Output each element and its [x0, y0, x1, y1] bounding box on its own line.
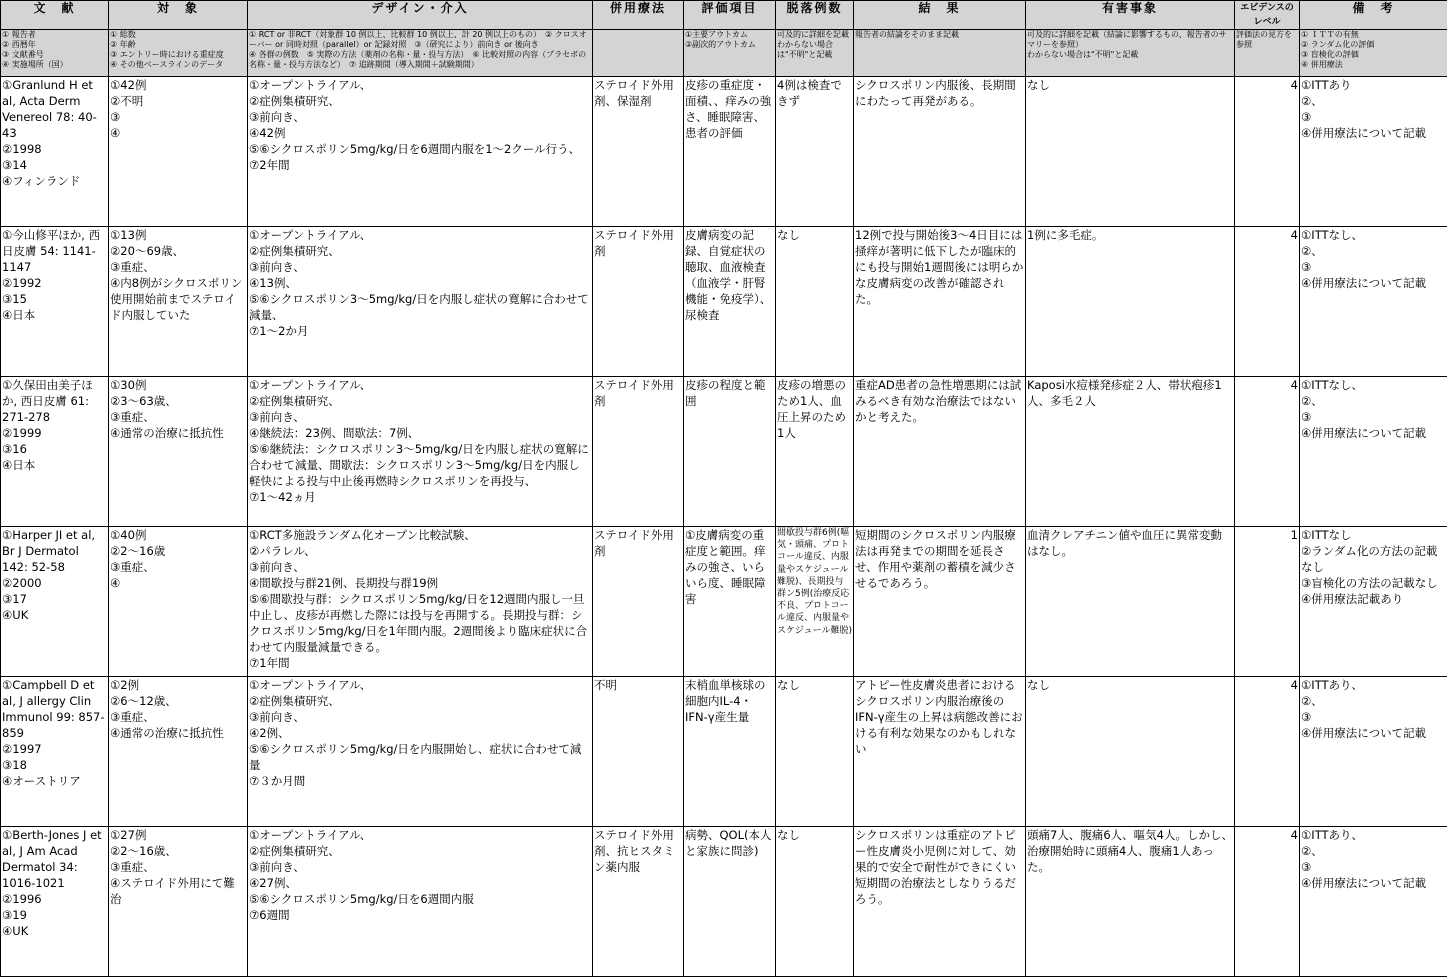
col-header-design: デザイン・介入 [248, 1, 593, 30]
table-row [1, 677, 1447, 827]
header-subtitle-row [1, 30, 1447, 77]
cell-dropouts: なし [776, 677, 854, 827]
col-sub-result: 報告者の結論をそのまま記載 [854, 30, 1026, 77]
cell-remarks: ①ITTなし ②ランダム化の方法の記載なし ③盲検化の方法の記載なし ④併用療法記載あり [1300, 527, 1447, 677]
col-sub-adverse: 可及的に詳細を記載（結論に影響するもの、報告者のサマリーを参照） わからない場合は"不明"と記載 [1026, 30, 1235, 77]
cell-evaluation: 皮膚病変の記録、自覚症状の聴取、血液検査（血液学・肝腎機能・免疫学）、尿検査 [684, 227, 776, 377]
col-sub-subjects: ① 総数 ② 年齢 ③ エントリー時における重症度 ④ その他ベースラインのデータ [109, 30, 248, 77]
col-header-reference: 文 献 [1, 1, 109, 30]
cell-concomitant: ステロイド外用剤 [593, 527, 684, 677]
cell-subjects: ①42例 ②不明 ③ ④ [109, 77, 248, 227]
cell-design: ①オープントライアル、 ②症例集積研究、 ③前向き、 ④27例、 ⑤⑥シクロスポリン5mg/kg/日を6週間内服 ⑦6週間 [248, 827, 593, 977]
cell-evaluation: ①皮膚病変の重症度と範囲。痒みの強さ、いらいら度、睡眠障害 [684, 527, 776, 677]
cell-evaluation: 末梢血単核球の細胞内IL-4・IFN-γ産生量 [684, 677, 776, 827]
cell-adverse: 1例に多毛症。 [1026, 227, 1235, 377]
col-sub-design: ① RCT or 非RCT（対象群 10 例以上、比較群 10 例以上、計 20 例以上のもの） ② クロスオーバー or 同時対照（parallel）or 記録対照 ③（研究により）前向き or 後向き ④ 各群の例数 ⑤ 実際の方法（薬剤の名称・量・投与方法） ⑥ 比較対照の内容（プラセボの名称・量・投与方法など） ⑦ 追跡期間（導入期間＋試験期間） [248, 30, 593, 77]
cell-result: 重症AD患者の急性増悪期には試みるべき有効な治療法ではないかと考えた。 [854, 377, 1026, 527]
cell-remarks: ①ITTなし、 ②、 ③ ④併用療法について記載 [1300, 377, 1447, 527]
header-title-row [1, 1, 1447, 30]
cell-result: シクロスポリンは重症のアトピー性皮膚炎小児例に対して、効果的で安全で耐性ができにくい短期間の治療法としなりうるだろう。 [854, 827, 1026, 977]
cell-subjects: ①13例 ②20～69歳、 ③重症、 ④内8例がシクロスポリン使用開始前までステロイド内服していた [109, 227, 248, 377]
cell-remarks: ①ITTなし、 ②、 ③ ④併用療法について記載 [1300, 227, 1447, 377]
cell-evaluation: 病勢、QOL(本人と家族に問診) [684, 827, 776, 977]
cell-reference: ①Berth-Jones J et al, J Am Acad Dermatol 34: 1016-1021 ②1996 ③19 ④UK [1, 827, 109, 977]
cell-design: ①オープントライアル、 ②症例集積研究、 ③前向き、 ④13例、 ⑤⑥シクロスポリン3～5mg/kg/日を内服し症状の寛解に合わせて減量、 ⑦1～2か月 [248, 227, 593, 377]
cell-level: 4 [1235, 677, 1300, 827]
cell-adverse: 血清クレアチニン値や血圧に異常変動はなし。 [1026, 527, 1235, 677]
col-header-level: エビデンスのレベル [1235, 1, 1300, 30]
cell-concomitant: ステロイド外用剤 [593, 377, 684, 527]
cell-evaluation: 皮疹の程度と範囲 [684, 377, 776, 527]
cell-remarks: ①ITTあり、 ②、 ③ ④併用療法について記載 [1300, 827, 1447, 977]
cell-result: 12例で投与開始後3～4日目には掻痒が著明に低下したが臨床的にも投与開始1週間後には明らかな皮膚病変の改善が確認された。 [854, 227, 1026, 377]
cell-level: 4 [1235, 377, 1300, 527]
cell-remarks: ①ITTあり、 ②、 ③ ④併用療法について記載 [1300, 677, 1447, 827]
cell-adverse: なし [1026, 677, 1235, 827]
cell-concomitant: ステロイド外用剤、抗ヒスタミン薬内服 [593, 827, 684, 977]
col-header-result: 結 果 [854, 1, 1026, 30]
table-row [1, 377, 1447, 527]
col-sub-evaluation: ①主要アウトカム ②副次的アウトカム [684, 30, 776, 77]
cell-adverse: なし [1026, 77, 1235, 227]
cell-concomitant: ステロイド外用剤、保湿剤 [593, 77, 684, 227]
cell-design: ①RCT多施設ランダム化オープン比較試験、 ②パラレル、 ③前向き、 ④間歇投与群21例、長期投与群19例 ⑤⑥間歇投与群：シクロスポリン5mg/kg/日を12週間内服し一旦中止し、皮疹が再燃した際には投与を再開する。長期投与群：シクロスポリン5mg/kg/日を1年間内服。2週間後より臨床症状に合わせて内服量減量できる。 ⑦1年間 [248, 527, 593, 677]
cell-dropouts: なし [776, 227, 854, 377]
cell-dropouts: 皮疹の増悪のため1人、血圧上昇のため1人 [776, 377, 854, 527]
cell-result: 短期間のシクロスポリン内服療法は再発までの期間を延長させ、作用や薬剤の蓄積を減少させるであろう。 [854, 527, 1026, 677]
cell-design: ①オープントライアル、 ②症例集積研究、 ③前向き、 ④継続法：23例、間歇法：7例、 ⑤⑥継続法：シクロスポリン3～5mg/kg/日を内服し症状の寛解に合わせて減量、間歇法：シクロスポリン3～5mg/kg/日を内服し軽快による投与中止後再燃時シクロスポリンを再投与、 ⑦1～42ヵ月 [248, 377, 593, 527]
table-row [1, 227, 1447, 377]
cell-subjects: ①2例 ②6～12歳、 ③重症、 ④通常の治療に抵抗性 [109, 677, 248, 827]
table-row [1, 527, 1447, 677]
cell-remarks: ①ITTあり ②、 ③ ④併用療法について記載 [1300, 77, 1447, 227]
col-header-concomitant: 併用療法 [593, 1, 684, 30]
col-sub-concomitant [593, 30, 684, 77]
cell-dropouts: 4例は検査できず [776, 77, 854, 227]
cell-level: 4 [1235, 827, 1300, 977]
cell-design: ①オープントライアル、 ②症例集積研究、 ③前向き、 ④2例、 ⑤⑥シクロスポリン5mg/kg/日を内服開始し、症状に合わせて減量 ⑦３か月間 [248, 677, 593, 827]
col-header-remarks: 備 考 [1300, 1, 1447, 30]
cell-reference: ①久保田由美子ほか, 西日皮膚 61: 271-278 ②1999 ③16 ④日本 [1, 377, 109, 527]
cell-result: アトピー性皮膚炎患者におけるシクロスポリン内服治療後のIFN-γ産生の上昇は病態改善における有利な効果なのかもしれない [854, 677, 1026, 827]
cell-adverse: 頭痛7人、腹痛6人、嘔気4人。しかし、治療開始時に頭痛4人、腹痛1人あった。 [1026, 827, 1235, 977]
cell-level: 4 [1235, 227, 1300, 377]
cell-subjects: ①40例 ②2～16歳 ③重症、 ④ [109, 527, 248, 677]
col-header-dropouts: 脱落例数 [776, 1, 854, 30]
cell-reference: ①Campbell D et al, J allergy Clin Immunol 99: 857-859 ②1997 ③18 ④オーストリア [1, 677, 109, 827]
cell-result: シクロスポリン内服後、長期間にわたって再発がある。 [854, 77, 1026, 227]
cell-reference: ①今山修平ほか, 西日皮膚 54: 1141-1147 ②1992 ③15 ④日本 [1, 227, 109, 377]
cell-subjects: ①30例 ②3～63歳、 ③重症、 ④通常の治療に抵抗性 [109, 377, 248, 527]
cell-evaluation: 皮疹の重症度・面積、、痒みの強さ、睡眠障害、患者の評価 [684, 77, 776, 227]
cell-dropouts: 間歇投与群6例(嘔気・頭痛、プロトコール違反、内服量やスケジュール難脱)、長期投与群ン5例(治療反応不良、プロトコール違反、内服量やスケジュール難脱) [776, 527, 854, 677]
table-row [1, 77, 1447, 227]
cell-level: 1 [1235, 527, 1300, 677]
cell-adverse: Kaposi水痘様発疹症２人、帯状疱疹1人、多毛２人 [1026, 377, 1235, 527]
table-row [1, 827, 1447, 977]
col-header-evaluation: 評価項目 [684, 1, 776, 30]
cell-subjects: ①27例 ②2～16歳、 ③重症、 ④ステロイド外用にて難治 [109, 827, 248, 977]
col-sub-dropouts: 可及的に詳細を記載 わからない場合は"不明"と記載 [776, 30, 854, 77]
cell-reference: ①Granlund H et al, Acta Derm Venereol 78: 40-43 ②1998 ③14 ④フィンランド [1, 77, 109, 227]
col-sub-reference: ① 報告者 ② 西暦年 ③ 文献番号 ④ 実施場所（国） [1, 30, 109, 77]
cell-dropouts: なし [776, 827, 854, 977]
col-header-subjects: 対 象 [109, 1, 248, 30]
cell-concomitant: ステロイド外用剤 [593, 227, 684, 377]
cell-design: ①オープントライアル、 ②症例集積研究、 ③前向き、 ④42例 ⑤⑥シクロスポリン5mg/kg/日を6週間内服を1～2クール行う、 ⑦2年間 [248, 77, 593, 227]
col-sub-remarks: ① ＩＴＴの有無 ② ランダム化の評価 ③ 盲検化の評価 ④ 併用療法 [1300, 30, 1447, 77]
cell-reference: ①Harper JI et al, Br J Dermatol 142: 52-58 ②2000 ③17 ④UK [1, 527, 109, 677]
col-header-adverse: 有害事象 [1026, 1, 1235, 30]
cell-concomitant: 不明 [593, 677, 684, 827]
cell-level: 4 [1235, 77, 1300, 227]
col-sub-level: 評価法の見方を参照 [1235, 30, 1300, 77]
